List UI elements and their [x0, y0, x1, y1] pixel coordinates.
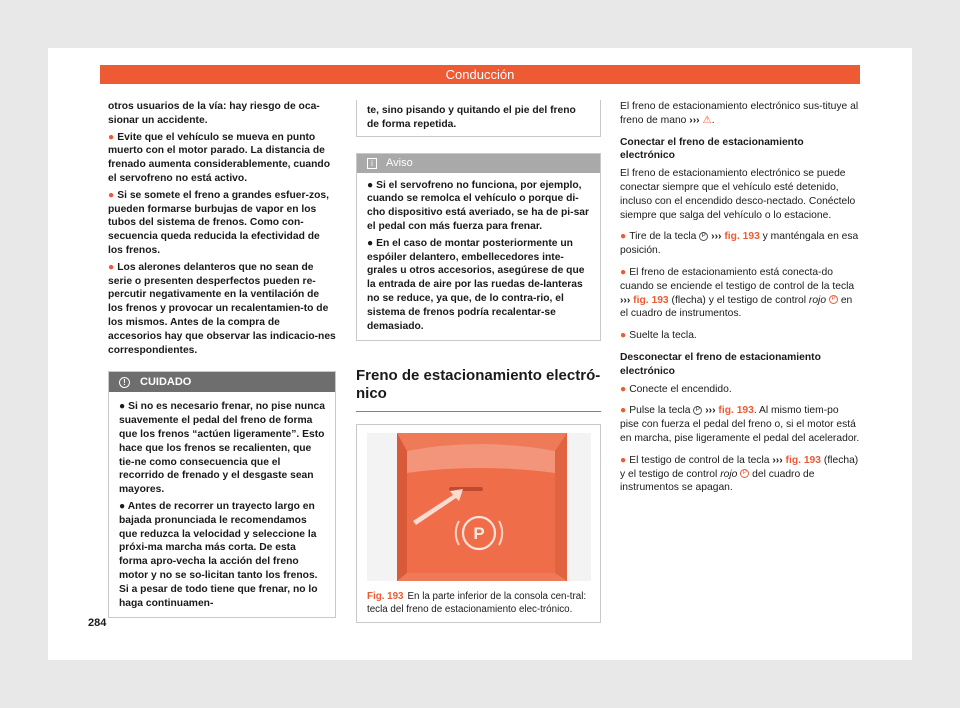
bullet-icon: ●	[108, 189, 115, 201]
ref-arrow-icon: ›››	[772, 454, 783, 466]
bullet-item: ● Los alerones delanteros que no sean de serie o presenten desperfectos pueden re-percutir negativamente en la ventilación de los frenos y provocar un recalentamien-to de los mismos. Antes de la compra de accesorios hay que observar las indicacio-nes correspondientes.	[108, 261, 336, 356]
figure-reference[interactable]: fig. 193	[785, 454, 822, 466]
paragraph: El freno de estacionamiento electrónico sus-tituye al freno de mano ››› ⚠.	[620, 101, 859, 126]
ref-arrow-icon: ›››	[711, 231, 722, 243]
parking-brake-key-icon: P	[693, 406, 702, 415]
column-1	[108, 100, 336, 618]
parking-brake-illustration	[367, 433, 591, 581]
step-item: ● El testigo de control de la tecla ››› fig. 193 (flecha) y el testigo de control rojo P del cuadro de instrumentos se apagan.	[620, 454, 859, 494]
ref-arrow-icon: ›››	[705, 405, 716, 417]
bullet-item: ● Evite que el vehículo se mueva en punto muerto con el motor parado. La distancia de frenado aumenta considerablemente, cuando el servofreno no está activo.	[108, 131, 331, 184]
aviso-header: i Aviso	[357, 154, 600, 173]
bullet-icon: ●	[119, 500, 128, 512]
caution-continuation: te, sino pisando y quitando el pie del freno de forma repetida.	[356, 100, 601, 137]
bullet-icon: ●	[119, 401, 129, 413]
aviso-body	[357, 173, 600, 341]
figure-caption: Fig. 193 En la parte inferior de la consola cen-tral: tecla del freno de estacionamiento elec-trónico.	[367, 591, 587, 615]
caution-icon: !	[119, 377, 130, 388]
section-title: Freno de estacionamiento electró-nico	[356, 367, 601, 412]
caution-header: ! CUIDADO	[109, 372, 335, 392]
aviso-box	[356, 153, 601, 342]
parking-brake-button-icon	[367, 433, 591, 581]
bullet-icon: ●	[367, 237, 377, 249]
bullet-icon: ●	[620, 266, 627, 278]
caution-body	[109, 392, 335, 617]
bullet-item: ● Si se somete el freno a grandes esfuer-zos, pueden formarse burbujas de vapor en los tubos del sistema de frenos. Como con-secuencia queda reducida la efectividad de los frenos.	[108, 189, 329, 256]
ref-arrow-icon: ›››	[620, 294, 631, 306]
caution-item: ● Si no es necesario frenar, no pise nunca suavemente el pedal del freno de forma que los frenos “actúen ligeramente”. Esto hace que los frenos se recalienten, que tie-ne como consecuencia que el recorrido de frenado y el desgaste sean mayores.	[119, 401, 325, 496]
parking-brake-warning-icon: P	[740, 469, 749, 478]
bullet-icon: ●	[620, 330, 627, 342]
caution-box	[108, 371, 336, 618]
subheading: Desconectar el freno de estacionamiento electrónico	[620, 351, 821, 377]
bullet-icon: ●	[367, 179, 377, 191]
bullet-icon: ●	[620, 383, 627, 395]
ref-arrow-icon: ›››	[689, 114, 700, 126]
column-3	[620, 100, 860, 503]
svg-text:P: P	[473, 524, 485, 544]
step-item: ● Conecte el encendido.	[620, 383, 732, 395]
bullet-icon: ●	[620, 454, 627, 466]
paragraph: El freno de estacionamiento electrónico se puede conectar siempre que el vehículo esté detenido, incluso con el encendido desco-nectado. Conéctelo siempre que salga del vehículo o lo estacione.	[620, 168, 856, 221]
step-item: ● Tire de la tecla P ››› fig. 193 y manténgala en esa posición.	[620, 231, 859, 257]
paragraph: otros usuarios de la vía: hay riesgo de oca-sionar un accidente.	[108, 101, 320, 126]
column-2	[356, 100, 601, 623]
parking-brake-key-icon: P	[699, 232, 708, 241]
bullet-icon: ●	[108, 261, 115, 273]
aviso-item: ● En el caso de montar posteriormente un espóiler delantero, embellecedores inte-grales u otros accesorios, asegúrese de que la entrada de aire por las ruedas de-lanteras no se reduce, ya que, de lo contra-rio, el sistema de frenos podría recalentar-se demasiado.	[367, 237, 585, 332]
caution-item: ● Antes de recorrer un trayecto largo en bajada pronunciada le recomendamos que reduzca la velocidad y seleccione la próxi-ma marcha más corta. De esta forma apro-vecha la acción del freno motor y no se so-licitan tanto los frenos. Si a pesar de todo tiene que frenar, no lo haga continuamen-	[119, 500, 318, 609]
warning-icon: ⚠	[702, 114, 712, 126]
parking-brake-warning-icon: P	[829, 295, 838, 304]
step-item: ● El freno de estacionamiento está conecta-do cuando se enciende el testigo de control de la tecla ››› fig. 193 (flecha) y el testigo de control rojo P en el cuadro de instrumentos.	[620, 266, 855, 320]
chapter-header: Conducción	[100, 65, 860, 84]
page-number: 284	[88, 617, 107, 629]
figure-193	[356, 424, 601, 623]
figure-reference[interactable]: fig. 193	[633, 294, 669, 306]
info-icon: i	[367, 158, 377, 169]
step-item: ● Pulse la tecla P ››› fig. 193. Al mismo tiem-po pise con fuerza el pedal del freno o, si el motor está en marcha, pise ligeramente el pedal del acelerador.	[620, 405, 860, 444]
bullet-icon: ●	[108, 131, 115, 143]
figure-reference[interactable]: fig. 193	[718, 405, 754, 417]
figure-reference[interactable]: fig. 193	[724, 231, 760, 243]
aviso-item: ● Si el servofreno no funciona, por ejemplo, cuando se remolca el vehículo o porque di-cho dispositivo está averiado, se ha de pi-sar el pedal con más fuerza para frenar.	[367, 179, 590, 232]
bullet-icon: ●	[620, 231, 627, 243]
step-item: ● Suelte la tecla.	[620, 330, 697, 342]
bullet-icon: ●	[620, 405, 627, 417]
subheading: Conectar el freno de estacionamiento electrónico	[620, 136, 804, 162]
